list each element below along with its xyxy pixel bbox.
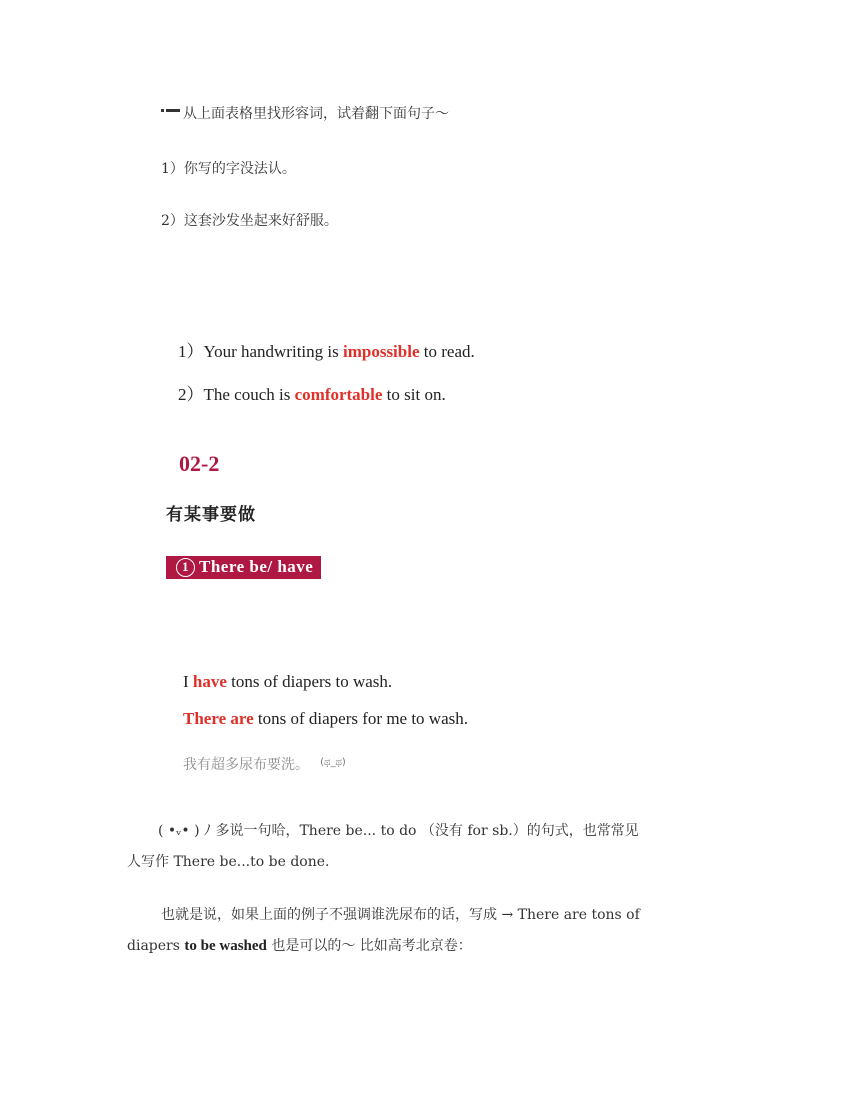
example-2-highlight: There are [183,709,254,728]
note-2-line-2 [127,935,472,955]
note-2-bold: to be washed [184,938,267,954]
answer-2-prefix: 2）The couch is [178,385,295,404]
example-1-highlight: have [192,672,227,691]
banner-text: There be/ have [199,557,314,576]
question-1: 1）你写的字没法认。 [161,161,296,177]
answer-2 [178,380,446,405]
example-1 [183,672,392,692]
answer-2-suffix: to sit on. [382,385,446,404]
pencil-icon [161,109,181,115]
section-title: 有某事要做 [166,505,256,525]
answer-2-highlight: comfortable [294,385,383,404]
translation-line [183,754,346,774]
wave-emoticon: ( •ᵥ• ) ﾉ [158,823,212,839]
example-2 [183,709,468,729]
note-2-prefix: diapers [127,938,185,954]
topic-banner [166,556,321,579]
answer-1 [178,337,475,362]
question-2: 2）这套沙发坐起来好舒服。 [161,213,338,229]
note-2-line-1: 也就是说，如果上面的例子不强调谁洗尿布的话，写成 → There are tons of [161,907,640,923]
instruction-line [161,103,449,123]
note-2-suffix: 也是可以的～ 比如高考北京卷： [266,938,472,954]
section-number: 02-2 [179,451,220,476]
answer-1-highlight: impossible [342,342,420,361]
note-1-text: 多说一句哈，There be... to do （没有 for sb.）的句式，也常常见 [211,823,639,839]
example-2-suffix: tons of diapers for me to wash. [253,709,468,728]
circle-number: 1 [176,558,195,577]
crying-emoticon: (ಥ_ಥ) [320,757,346,768]
note-1-line-1 [158,820,639,840]
example-1-prefix: I [183,672,193,691]
note-1-line-2: 人写作 There be...to be done. [127,854,330,870]
example-1-suffix: tons of diapers to wash. [226,672,393,691]
instruction-text: 从上面表格里找形容词，试着翻下面句子～ [183,106,449,122]
answer-1-prefix: 1）Your handwriting is [178,342,343,361]
answer-1-suffix: to read. [419,342,475,361]
translation-text: 我有超多尿布要洗。 [183,757,309,773]
